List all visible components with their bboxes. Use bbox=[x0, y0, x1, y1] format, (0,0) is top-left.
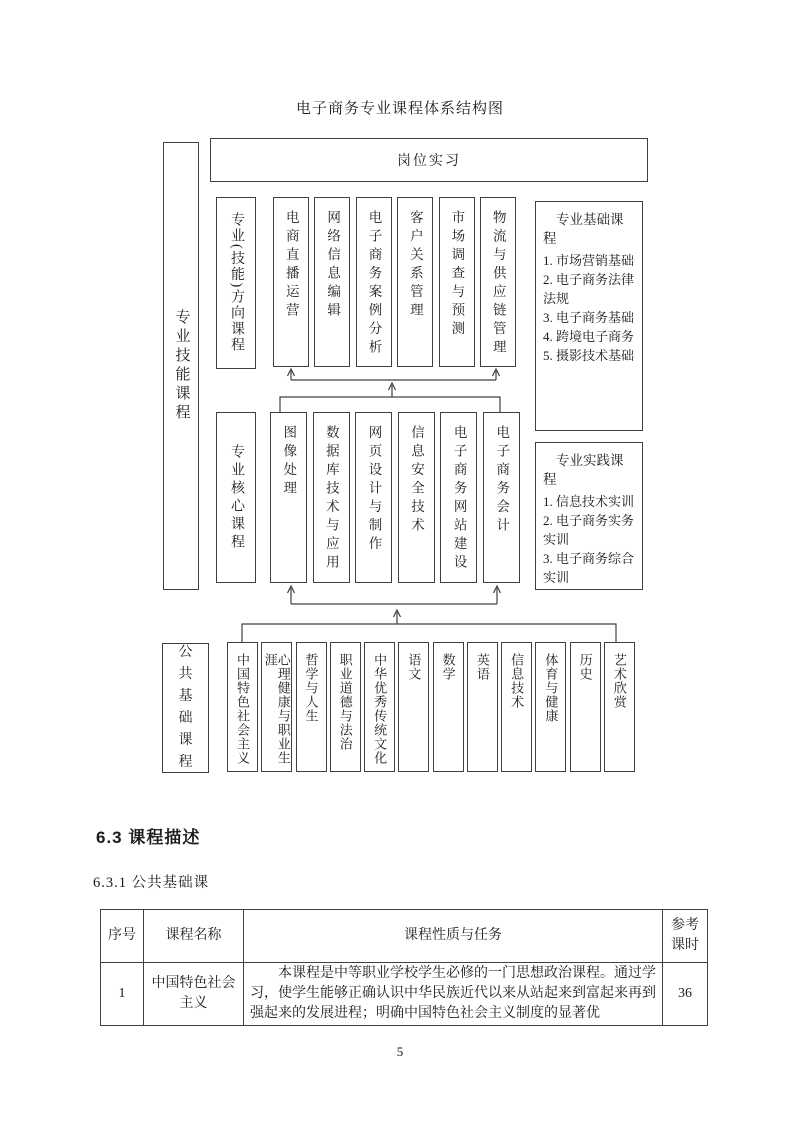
section-heading: 6.3 课程描述 bbox=[96, 828, 201, 847]
course-box: 客户关系管理 bbox=[397, 197, 433, 367]
course-box: 体育与健康 bbox=[535, 642, 566, 772]
course-box: 信息安全技术 bbox=[398, 412, 435, 583]
course-box: 网络信息编辑 bbox=[314, 197, 350, 367]
course-box: 艺术欣赏 bbox=[604, 642, 635, 772]
side-list-item: 1. 市场营销基础 bbox=[543, 253, 635, 268]
course-box: 数学 bbox=[433, 642, 464, 772]
col-header-ref-hours: 参考课时 bbox=[663, 910, 708, 963]
course-box: 电商直播运营 bbox=[273, 197, 309, 367]
practice-courses-list bbox=[543, 492, 635, 587]
course-box: 心理健康与职业生涯 bbox=[261, 642, 292, 772]
side-list-item: 2. 电子商务实务实训 bbox=[543, 513, 635, 547]
direction-courses-label: 专业(技能)方向课程 bbox=[216, 197, 256, 369]
course-box: 职业道德与法治 bbox=[330, 642, 361, 772]
public-courses-label: 公共基础课程 bbox=[162, 643, 209, 773]
side-list-item: 2. 电子商务法律法规 bbox=[543, 272, 635, 306]
basic-courses-title: 专业基础课程 bbox=[543, 212, 624, 246]
course-box: 电子商务案例分析 bbox=[356, 197, 392, 367]
course-box: 数据库技术与应用 bbox=[313, 412, 350, 583]
bracket-public-up bbox=[242, 624, 616, 642]
side-list-item: 3. 电子商务综合实训 bbox=[543, 551, 635, 585]
course-box: 英语 bbox=[467, 642, 498, 772]
table-header-row bbox=[101, 910, 708, 963]
practice-courses-title: 专业实践课程 bbox=[543, 453, 624, 487]
course-box: 电子商务会计 bbox=[483, 412, 520, 583]
side-list-item: 3. 电子商务基础 bbox=[543, 310, 635, 325]
page-number: 5 bbox=[396, 1044, 404, 1059]
col-header-course-name: 课程名称 bbox=[144, 910, 244, 963]
bracket-core-up bbox=[280, 397, 500, 412]
arrowhead bbox=[288, 369, 295, 376]
arrowhead bbox=[288, 586, 295, 593]
course-box: 物流与供应链管理 bbox=[480, 197, 516, 367]
course-box: 语文 bbox=[398, 642, 429, 772]
arrowhead bbox=[493, 369, 500, 376]
course-box: 市场调查与预测 bbox=[439, 197, 475, 367]
course-table bbox=[100, 909, 708, 1026]
col-header-nature-task: 课程性质与任务 bbox=[244, 910, 663, 963]
section-subheading: 6.3.1 公共基础课 bbox=[93, 875, 210, 891]
arrowhead bbox=[494, 586, 501, 593]
cell-no: 1 bbox=[101, 963, 144, 1026]
basic-courses-list bbox=[543, 251, 635, 365]
direction-course-row bbox=[273, 197, 516, 367]
basic-courses-box bbox=[535, 201, 643, 431]
internship-box: 岗位实习 bbox=[210, 138, 648, 182]
public-course-row bbox=[227, 642, 635, 772]
course-box: 电子商务网站建设 bbox=[440, 412, 477, 583]
core-course-row bbox=[270, 412, 520, 583]
course-box: 图像处理 bbox=[270, 412, 307, 583]
course-box: 历史 bbox=[570, 642, 601, 772]
course-box: 网页设计与制作 bbox=[355, 412, 392, 583]
cell-description bbox=[244, 963, 663, 1026]
course-box: 哲学与人生 bbox=[296, 642, 327, 772]
cell-course-name: 中国特色社会主义 bbox=[144, 963, 244, 1026]
side-list-item: 4. 跨境电子商务 bbox=[543, 329, 635, 344]
table-row bbox=[101, 963, 708, 1026]
arrowhead bbox=[389, 383, 396, 390]
skill-courses-label: 专业技能课程 bbox=[163, 142, 199, 590]
course-box: 中华优秀传统文化 bbox=[364, 642, 395, 772]
course-box: 信息技术 bbox=[501, 642, 532, 772]
col-header-no: 序号 bbox=[101, 910, 144, 963]
arrowhead bbox=[394, 610, 401, 617]
practice-courses-box bbox=[535, 442, 643, 590]
diagram-title: 电子商务专业课程体系结构图 bbox=[295, 101, 504, 117]
core-courses-label: 专业核心课程 bbox=[216, 412, 256, 583]
course-description-text: 本课程是中等职业学校学生必修的一门思想政治课程。通过学习，使学生能够正确认识中华民族近代以来从站起来到富起来再到强起来的发展进程；明确中国特色社会主义制度的显著优 bbox=[250, 966, 656, 1021]
course-box: 中国特色社会主义 bbox=[227, 642, 258, 772]
cell-ref-hours: 36 bbox=[663, 963, 708, 1026]
side-list-item: 1. 信息技术实训 bbox=[543, 494, 635, 509]
side-list-item: 5. 摄影技术基础 bbox=[543, 348, 635, 363]
